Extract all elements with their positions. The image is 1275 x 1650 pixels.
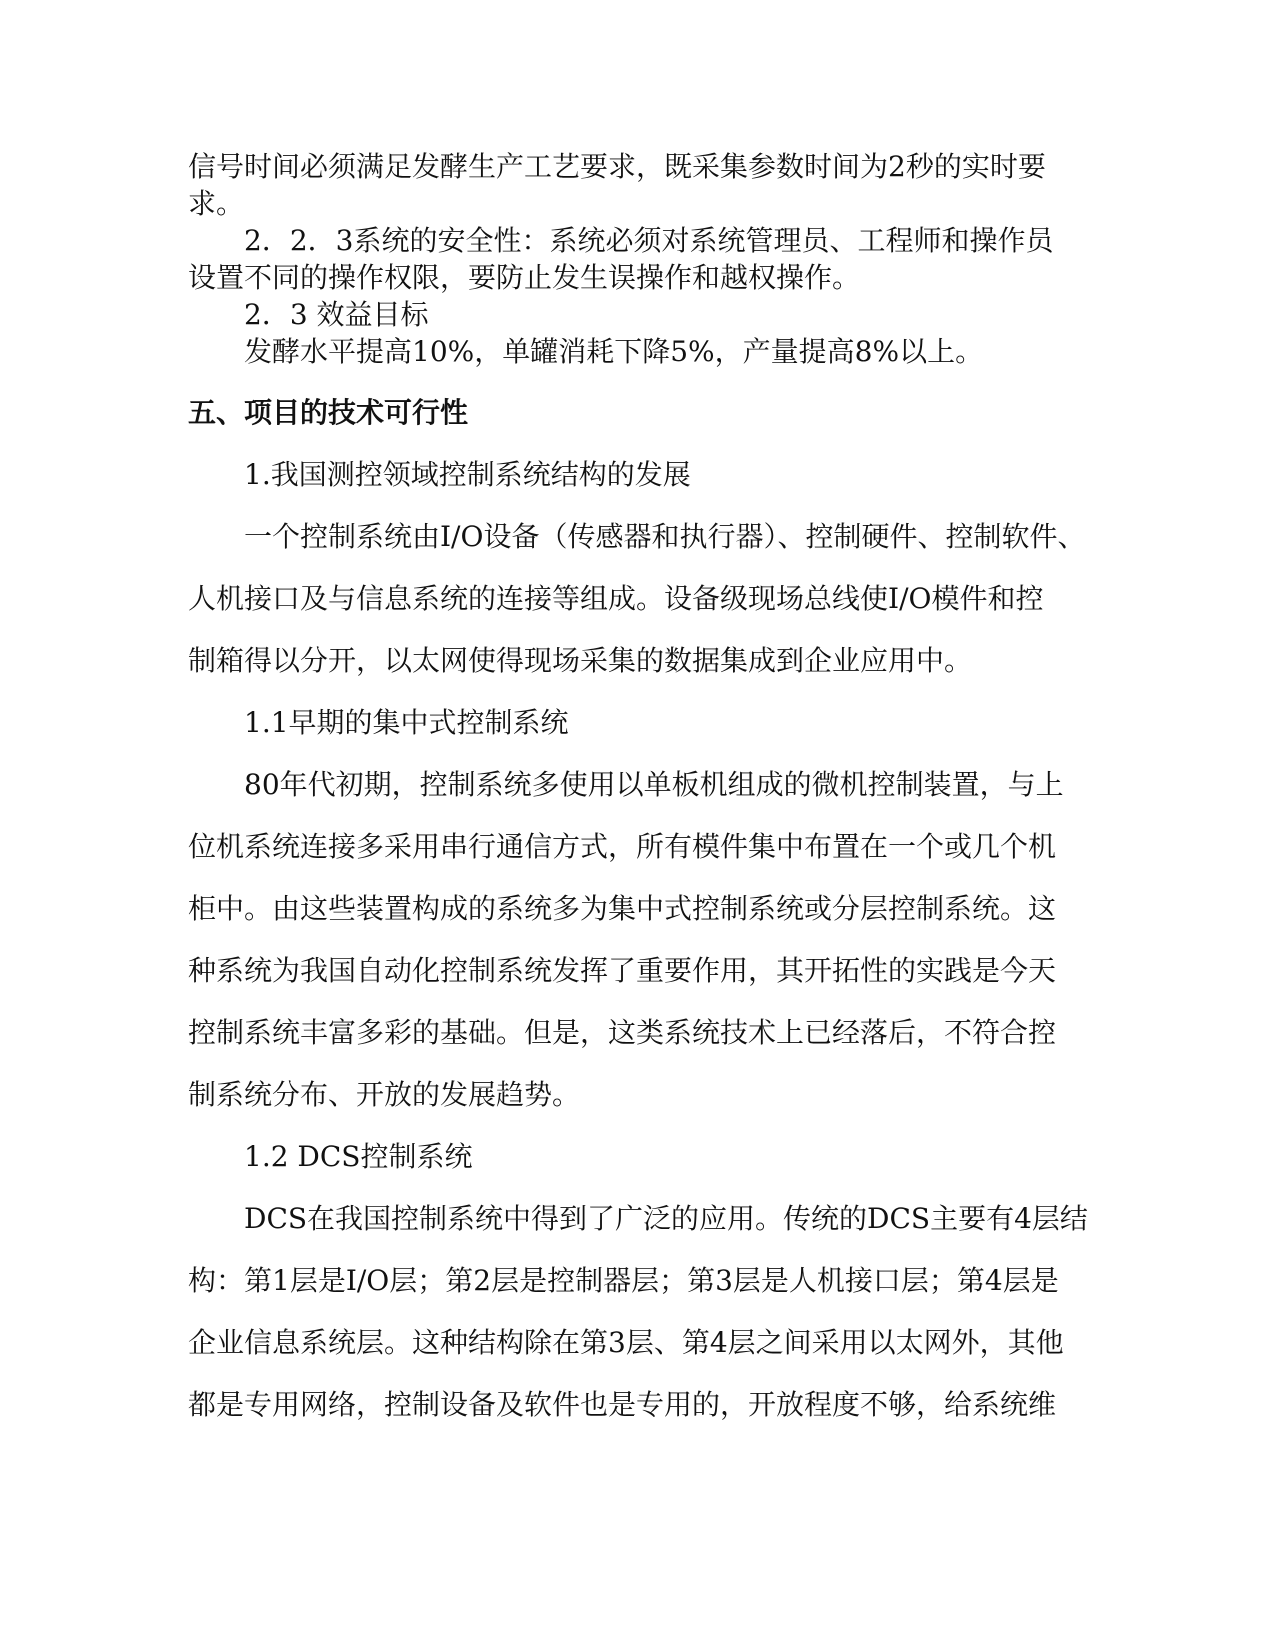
paragraph-line: 人机接口及与信息系统的连接等组成。设备级现场总线使I/O模件和控 <box>188 582 1044 615</box>
paragraph-line: 求。 <box>188 187 245 220</box>
subsection-heading: 1.我国测控领域控制系统结构的发展 <box>244 458 691 491</box>
subsection-heading: 2．3 效益目标 <box>244 298 429 331</box>
paragraph-line: 都是专用网络，控制设备及软件也是专用的，开放程度不够，给系统维 <box>188 1388 1057 1421</box>
subsection-heading: 1.1早期的集中式控制系统 <box>244 706 569 739</box>
paragraph-line: 位机系统连接多采用串行通信方式，所有模件集中布置在一个或几个机 <box>188 830 1057 863</box>
paragraph-line: 设置不同的操作权限，要防止发生误操作和越权操作。 <box>188 261 861 294</box>
section-heading: 五、项目的技术可行性 <box>188 396 469 429</box>
paragraph-line: 制箱得以分开，以太网使得现场采集的数据集成到企业应用中。 <box>188 644 973 677</box>
subsection-heading: 1.2 DCS控制系统 <box>244 1140 473 1173</box>
paragraph-line: 发酵水平提高10%，单罐消耗下降5%，产量提高8%以上。 <box>244 335 984 368</box>
paragraph-line: 制系统分布、开放的发展趋势。 <box>188 1078 581 1111</box>
paragraph-line: DCS在我国控制系统中得到了广泛的应用。传统的DCS主要有4层结 <box>244 1202 1088 1235</box>
paragraph-line: 信号时间必须满足发酵生产工艺要求，既采集参数时间为2秒的实时要 <box>188 150 1046 183</box>
paragraph-line: 控制系统丰富多彩的基础。但是，这类系统技术上已经落后，不符合控 <box>188 1016 1057 1049</box>
paragraph-line: 80年代初期，控制系统多使用以单板机组成的微机控制装置，与上 <box>244 768 1064 801</box>
paragraph-line: 种系统为我国自动化控制系统发挥了重要作用，其开拓性的实践是今天 <box>188 954 1057 987</box>
document-body <box>188 148 1086 1436</box>
paragraph-line: 企业信息系统层。这种结构除在第3层、第4层之间采用以太网外，其他 <box>188 1326 1064 1359</box>
paragraph-line: 柜中。由这些装置构成的系统多为集中式控制系统或分层控制系统。这 <box>188 892 1057 925</box>
paragraph-line: 构：第1层是I/O层；第2层是控制器层；第3层是人机接口层；第4层是 <box>188 1264 1059 1297</box>
subsection-line: 2．2．3系统的安全性：系统必须对系统管理员、工程师和操作员 <box>244 224 1054 257</box>
paragraph-line: 一个控制系统由I/O设备（传感器和执行器）、控制硬件、控制软件、 <box>244 520 1086 553</box>
